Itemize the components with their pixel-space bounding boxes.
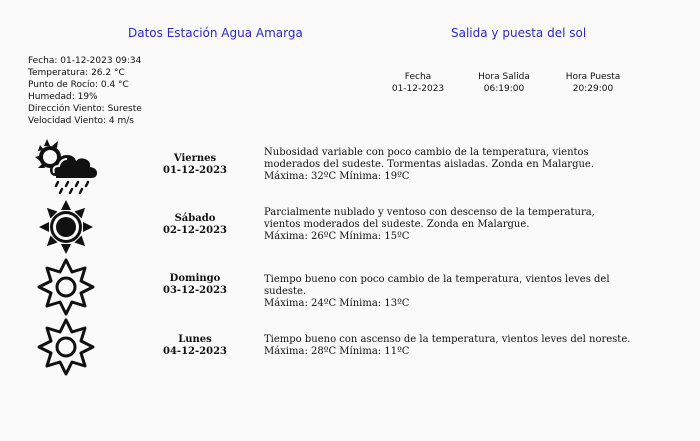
forecast-text: Tiempo bueno con poco cambio de la temperatura, vientos leves del sudeste. bbox=[264, 274, 610, 297]
sun-col-sunrise bbox=[459, 71, 549, 95]
forecast-description bbox=[264, 334, 634, 358]
sunset-value: 20:29:00 bbox=[572, 84, 614, 94]
forecast-day bbox=[157, 153, 233, 177]
forecast-row bbox=[0, 198, 700, 256]
forecast-row bbox=[0, 318, 700, 376]
forecast-row bbox=[0, 138, 700, 196]
sun-date-label: Fecha bbox=[404, 72, 432, 82]
sun-outline-icon bbox=[34, 318, 98, 376]
forecast-temps: Máxima: 32ºC Mínima: 19ºC bbox=[264, 171, 410, 182]
forecast-day-name: Lunes bbox=[178, 334, 212, 345]
forecast-temps: Máxima: 26ºC Mínima: 15ºC bbox=[264, 231, 410, 242]
forecast-temps: Máxima: 28ºC Mínima: 11ºC bbox=[264, 346, 410, 357]
forecast-date: 03-12-2023 bbox=[163, 285, 227, 296]
forecast-day-name: Domingo bbox=[169, 273, 221, 284]
forecast-row bbox=[0, 258, 700, 316]
sun-outline-icon bbox=[34, 258, 98, 316]
sun-filled-icon bbox=[34, 198, 98, 256]
sun-title: Salida y puesta del sol bbox=[451, 26, 587, 40]
forecast-description bbox=[264, 147, 634, 183]
station-title: Datos Estación Agua Amarga bbox=[128, 26, 303, 40]
storm-cloud-sun-icon bbox=[34, 138, 98, 196]
forecast-text: Tiempo bueno con ascenso de la temperatura, vientos leves del noreste. bbox=[264, 334, 631, 345]
forecast-day-name: Sábado bbox=[174, 213, 216, 224]
station-wind-direction: Dirección Viento: Sureste bbox=[28, 104, 142, 114]
sunrise-value: 06:19:00 bbox=[483, 84, 525, 94]
forecast-day bbox=[157, 273, 233, 297]
sunset-label: Hora Puesta bbox=[565, 72, 621, 82]
forecast-temps: Máxima: 24ºC Mínima: 13ºC bbox=[264, 298, 410, 309]
sun-col-sunset bbox=[548, 71, 638, 95]
forecast-day bbox=[157, 213, 233, 237]
forecast-text: Nubosidad variable con poco cambio de la temperatura, vientos moderados del sudeste. Tormentas aisladas. Zonda en Malargue. bbox=[264, 147, 595, 170]
station-temperature: Temperatura: 26.2 °C bbox=[28, 68, 125, 78]
forecast-date: 02-12-2023 bbox=[163, 225, 227, 236]
forecast-description bbox=[264, 274, 634, 310]
station-humidity: Humedad: 19% bbox=[28, 92, 98, 102]
forecast-date: 01-12-2023 bbox=[163, 165, 227, 176]
forecast-text: Parcialmente nublado y ventoso con descenso de la temperatura, vientos moderados del sudeste. Zonda en Malargue. bbox=[264, 207, 595, 230]
station-date: Fecha: 01-12-2023 09:34 bbox=[28, 56, 142, 66]
forecast-day bbox=[157, 334, 233, 358]
sun-col-date bbox=[373, 71, 463, 95]
station-data bbox=[28, 55, 142, 127]
station-dew-point: Punto de Rocío: 0.4 °C bbox=[28, 80, 129, 90]
forecast-date: 04-12-2023 bbox=[163, 346, 227, 357]
station-wind-speed: Velocidad Viento: 4 m/s bbox=[28, 116, 134, 126]
sunrise-label: Hora Salida bbox=[478, 72, 530, 82]
forecast-day-name: Viernes bbox=[173, 153, 217, 164]
sun-date-value: 01-12-2023 bbox=[391, 84, 445, 94]
forecast-description bbox=[264, 207, 634, 243]
